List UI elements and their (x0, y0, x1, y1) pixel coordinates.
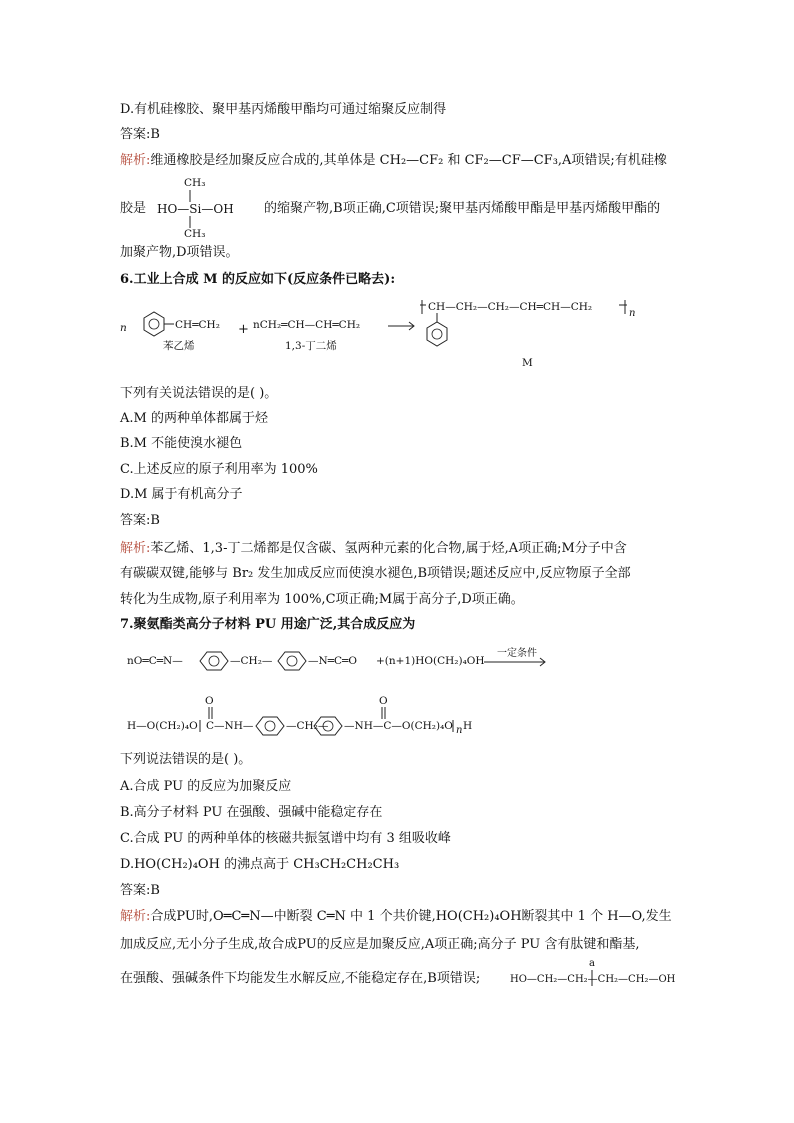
styrene-chain: CH═CH₂ (175, 319, 220, 331)
product-n: n (629, 308, 636, 319)
q6-option-d: D.M 属于有机高分子 (120, 487, 243, 502)
q7-eq1-reagent: +(n+1)HO(CH₂)₄OH (376, 655, 485, 667)
q7-eq2-n: n (456, 725, 463, 736)
product-label-m: M (522, 357, 533, 369)
q6-n: n (120, 322, 127, 334)
q6-question: 下列有关说法错误的是( )。 (120, 386, 278, 401)
q7-question: 下列说法错误的是( )。 (120, 752, 252, 767)
q7-tail-mark: a (589, 958, 595, 969)
q7-option-b: B.高分子材料 PU 在强酸、强碱中能稳定存在 (120, 805, 383, 820)
q7-stem: 7.聚氨酯类高分子材料 PU 用途广泛,其合成反应为 (120, 617, 416, 632)
q5-answer: 答案:B (120, 127, 160, 142)
q7-eq1-condition: 一定条件 (497, 648, 537, 659)
q7-option-a: A.合成 PU 的反应为加聚反应 (120, 779, 292, 794)
q6-analysis-line-2: 有碳碳双键,能够与 Br₂ 发生加成反应而使溴水褪色,B项错误;题述反应中,反应物原子全部 (120, 566, 631, 581)
q6-option-b: B.M 不能使溴水褪色 (120, 436, 243, 451)
q6-option-c: C.上述反应的原子利用率为 100% (120, 462, 318, 477)
q7-analysis-line-1: 解析:合成PU时,O═C═N—中断裂 C═N 中 1 个共价键,HO(CH₂)₄OH断裂其中 1 个 H—O,发生 (120, 909, 672, 924)
q7-eq1-right: —N═C═O (308, 655, 357, 667)
q7-answer: 答案:B (120, 883, 160, 898)
q6-option-a: A.M 的两种单体都属于烃 (120, 411, 268, 426)
q7-eq1-left: nO═C═N— (127, 655, 183, 667)
q7-analysis-line-2: 加成反应,无小分子生成,故合成PU的反应是加聚反应,A项正确;高分子 PU 含有肽键和酯基, (120, 937, 640, 952)
q7-eq2-o2: O (379, 695, 388, 707)
q5-analysis-line-2: 胶是 的缩聚产物,B项正确,C项错误;聚甲基丙烯酸甲酯是甲基丙烯酸甲酯的 (120, 201, 661, 216)
silanol-ch3-top: CH₃ (184, 177, 206, 189)
butadiene-name: 1,3-丁二烯 (285, 340, 337, 352)
q6-stem: 6.工业上合成 M 的反应如下(反应条件已略去): (120, 272, 396, 287)
styrene-name: 苯乙烯 (163, 340, 195, 352)
silanol-core: HO—Si—OH (157, 202, 234, 216)
analysis-label: 解析: (120, 153, 151, 168)
product-chain: CH—CH₂—CH₂—CH═CH—CH₂ (428, 301, 593, 313)
q5-option-d: D.有机硅橡胶、聚甲基丙烯酸甲酯均可通过缩聚反应制得 (120, 102, 447, 117)
q6-analysis-line-3: 转化为生成物,原子利用率为 100%,C项正确;M属于高分子,D项正确。 (120, 592, 524, 607)
q7-eq2-nh: —NH—C—O(CH₂)₄O (344, 720, 453, 732)
q7-option-d: D.HO(CH₂)₄OH 的沸点高于 CH₃CH₂CH₂CH₃ (120, 857, 400, 872)
q7-option-c: C.合成 PU 的两种单体的核磁共振氢谱中均有 3 组吸收峰 (120, 831, 451, 846)
q6-answer: 答案:B (120, 513, 160, 528)
q7-eq2-o1: O (205, 695, 214, 707)
butadiene: nCH₂═CH—CH═CH₂ (253, 319, 361, 331)
q7-eq1-ch2: —CH₂— (230, 655, 273, 667)
q5-analysis-line-3: 加聚产物,D项错误。 (120, 245, 239, 260)
q7-analysis-tail: HO—CH₂—CH₂—CH₂—CH₂—OH (510, 974, 676, 985)
q7-eq2-left: H—O(CH₂)₄O (127, 720, 198, 732)
q7-eq2-end: H (463, 720, 473, 732)
q6-analysis-line-1: 解析:苯乙烯、1,3-丁二烯都是仅含碳、氢两种元素的化合物,属于烃,A项正确;M分子中含 (120, 541, 627, 556)
q7-eq2-ch2: —CH₂— (286, 720, 329, 732)
plus-sign: + (238, 322, 249, 337)
silanol-ch3-bottom: CH₃ (184, 228, 206, 240)
q7-analysis-line-3: 在强酸、强碱条件下均能发生水解反应,不能稳定存在,B项错误; (120, 971, 481, 986)
q7-eq2-c1: C—NH— (206, 720, 254, 732)
q5-analysis-line-1: 解析:维通橡胶是经加聚反应合成的,其单体是 CH₂—CF₂ 和 CF₂—CF—CF₃,A项错误;有机硅橡 (120, 153, 667, 168)
